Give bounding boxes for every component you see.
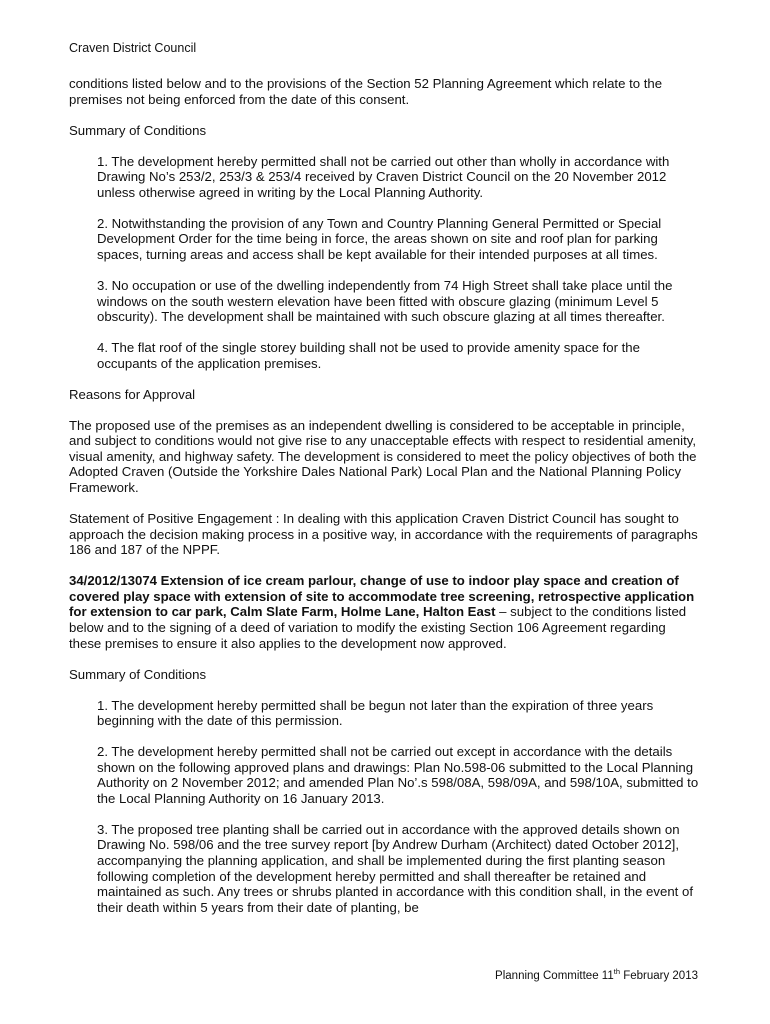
- condition-item: 1. The development hereby permitted shall not be carried out other than wholly in accordance with Drawing No’s 253/2, 253/3 & 253/4 received by Craven District Council on the 20 November 2012 unless otherwise agreed in writing by the Local Planning Authority.: [97, 153, 670, 200]
- application-paragraph: [69, 573, 701, 651]
- footer-suffix: February 2013: [620, 970, 698, 982]
- summary-of-conditions-heading: Summary of Conditions: [69, 122, 207, 138]
- page-header: Craven District Council: [69, 41, 197, 55]
- document-body: [69, 76, 701, 931]
- footer-superscript: th: [613, 967, 620, 976]
- footer-prefix: Planning Committee 11: [495, 970, 614, 982]
- summary-of-conditions-heading: Summary of Conditions: [69, 666, 207, 682]
- reasons-paragraph: The proposed use of the premises as an independent dwelling is considered to be acceptable in principle, and subject to conditions would not give rise to any unacceptable effects with respect to residential amenity, visual amenity, and highway safety. The development is considered to meet the policy objectives of both the Adopted Craven (Outside the Yorkshire Dales National Park) Local Plan and the National Planning Policy Framework.: [69, 417, 697, 496]
- condition-item: 1. The development hereby permitted shall be begun not later than the expiration of three years beginning with the date of this permission.: [97, 697, 654, 729]
- reasons-for-approval-heading: Reasons for Approval: [69, 386, 196, 402]
- condition-item: 3. No occupation or use of the dwelling independently from 74 High Street shall take place until the windows on the south western elevation have been fitted with obscure glazing (minimum Level 5 obscurity). The development shall be maintained with such obscure glazing at all times thereafter.: [97, 277, 673, 325]
- application-title: 34/2012/13074 Extension of ice cream parlour, change of use to indoor play space and creation of covered play space with extension of site to accommodate tree screening, retrospective application for extension to car park, Calm Slate Farm, Holme Lane, Halton East: [69, 573, 695, 620]
- page-footer: [495, 969, 698, 983]
- positive-engagement-paragraph: Statement of Positive Engagement : In dealing with this application Craven District Council has sought to approach the decision making process in a positive way, in accordance with the requirements of paragraphs 186 and 187 of the NPPF.: [69, 511, 698, 558]
- condition-item: 4. The flat roof of the single storey building shall not be used to provide amenity space for the occupants of the application premises.: [97, 340, 640, 371]
- condition-item: 2. The development hereby permitted shall not be carried out except in accordance with the details shown on the following approved plans and drawings: Plan No.598-06 submitted to the Local Planning Authority on 2 November 2012; and amended Plan No’.s 598/08A, 598/09A, and 598/10A, submitted to the Local Planning Authority on 16 January 2013.: [97, 744, 699, 806]
- continuation-paragraph: conditions listed below and to the provisions of the Section 52 Planning Agreement which relate to the premises not being enforced from the date of this consent.: [69, 76, 663, 107]
- condition-item: 2. Notwithstanding the provision of any Town and Country Planning General Permitted or Special Development Order for the time being in force, the areas shown on site and roof plan for parking spaces, turning areas and access shall be kept available for their intended purposes at all times.: [97, 215, 662, 262]
- application-decision: – subject to the conditions listed below and to the signing of a deed of variation to modify the existing Section 106 Agreement regarding these premises to ensure it also applies to the development now approved.: [69, 604, 687, 651]
- condition-item: 3. The proposed tree planting shall be carried out in accordance with the approved details shown on Drawing No. 598/06 and the tree survey report [by Andrew Durham (Architect) dated October 2012], accompanying the planning application, and shall be implemented during the first planting season following completion of the development hereby permitted and shall thereafter be retained and maintained as such. Any trees or shrubs planted in accordance with this condition shall, in the event of their death within 5 years from their date of planting, be: [97, 821, 693, 915]
